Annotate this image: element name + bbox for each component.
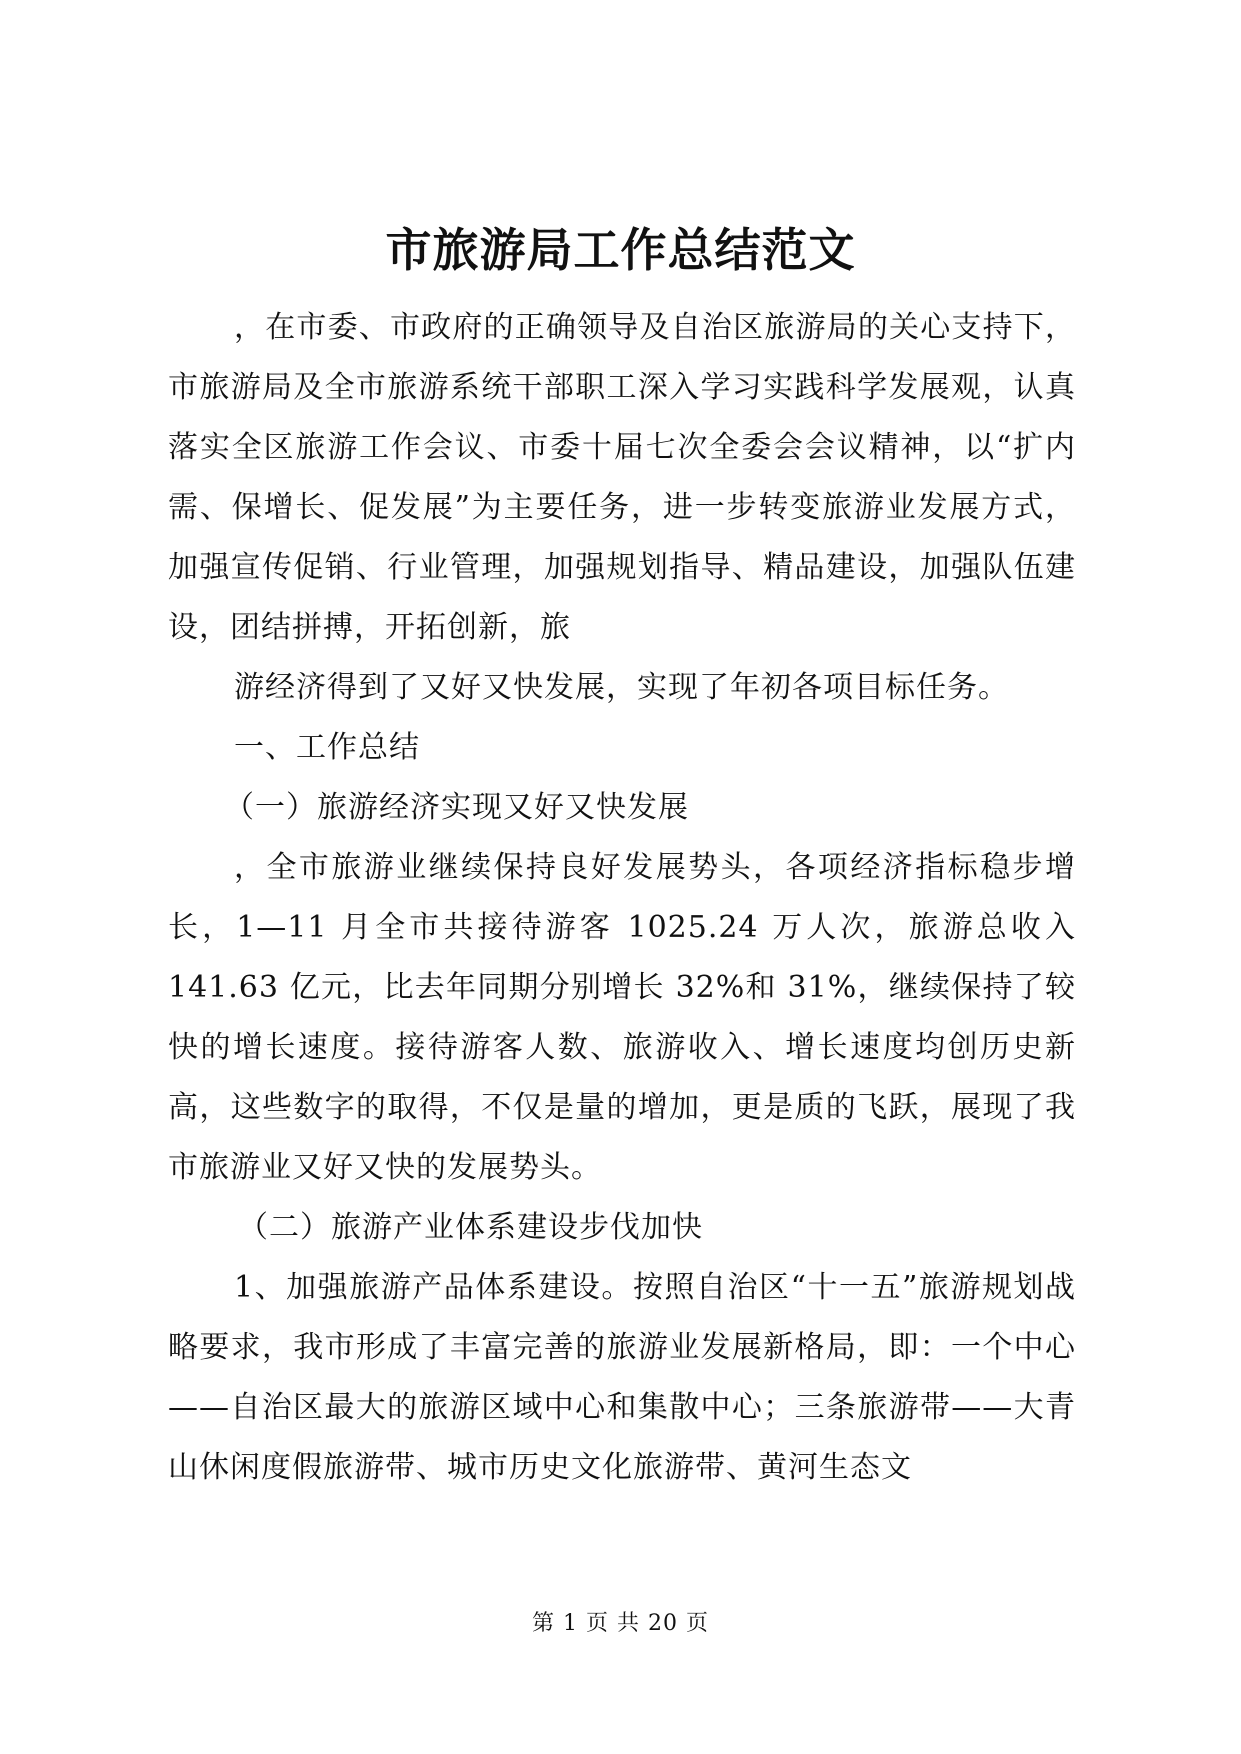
subsection-heading-2: （二）旅游产业体系建设步伐加快 bbox=[238, 1210, 703, 1245]
section-heading-work-summary: 一、工作总结 bbox=[234, 730, 420, 765]
paragraph-product-system: 1、加强旅游产品体系建设。按照自治区“十一五”旅游规划战略要求，我市形成了丰富完善的旅游业发展新格局，即：一个中心——自治区最大的旅游区域中心和集散中心；三条旅游带——大青山休闲度假旅游带、城市历史文化旅游带、黄河生态文 bbox=[168, 1270, 1076, 1485]
paragraph-intro-continued: 游经济得到了又好又快发展，实现了年初各项目标任务。 bbox=[234, 670, 1009, 705]
document-title: 市旅游局工作总结范文 bbox=[385, 223, 856, 277]
paragraph-tourism-economy: ，全市旅游业继续保持良好发展势头，各项经济指标稳步增长，1—11 月全市共接待游客 1025.24 万人次，旅游总收入 141.63 亿元，比去年同期分别增长 32%和 31%，继续保持了较快的增长速度。接待游客人数、旅游收入、增长速度均创历史新高，这些数字的取得，不仅是量的增加，更是质的飞跃，展现了我市旅游业又好又快的发展势头。 bbox=[168, 850, 1076, 1185]
paragraph-intro: ，在市委、市政府的正确领导及自治区旅游局的关心支持下，市旅游局及全市旅游系统干部职工深入学习实践科学发展观，认真落实全区旅游工作会议、市委十届七次全委会会议精神，以“扩内需、保增长、促发展”为主要任务，进一步转变旅游业发展方式，加强宣传促销、行业管理，加强规划指导、精品建设，加强队伍建设，团结拼搏，开拓创新，旅 bbox=[168, 310, 1076, 645]
subsection-heading-1: （一）旅游经济实现又好又快发展 bbox=[224, 790, 689, 825]
page-footer: 第 1 页 共 20 页 bbox=[532, 1611, 709, 1636]
document-body bbox=[168, 298, 1076, 1498]
